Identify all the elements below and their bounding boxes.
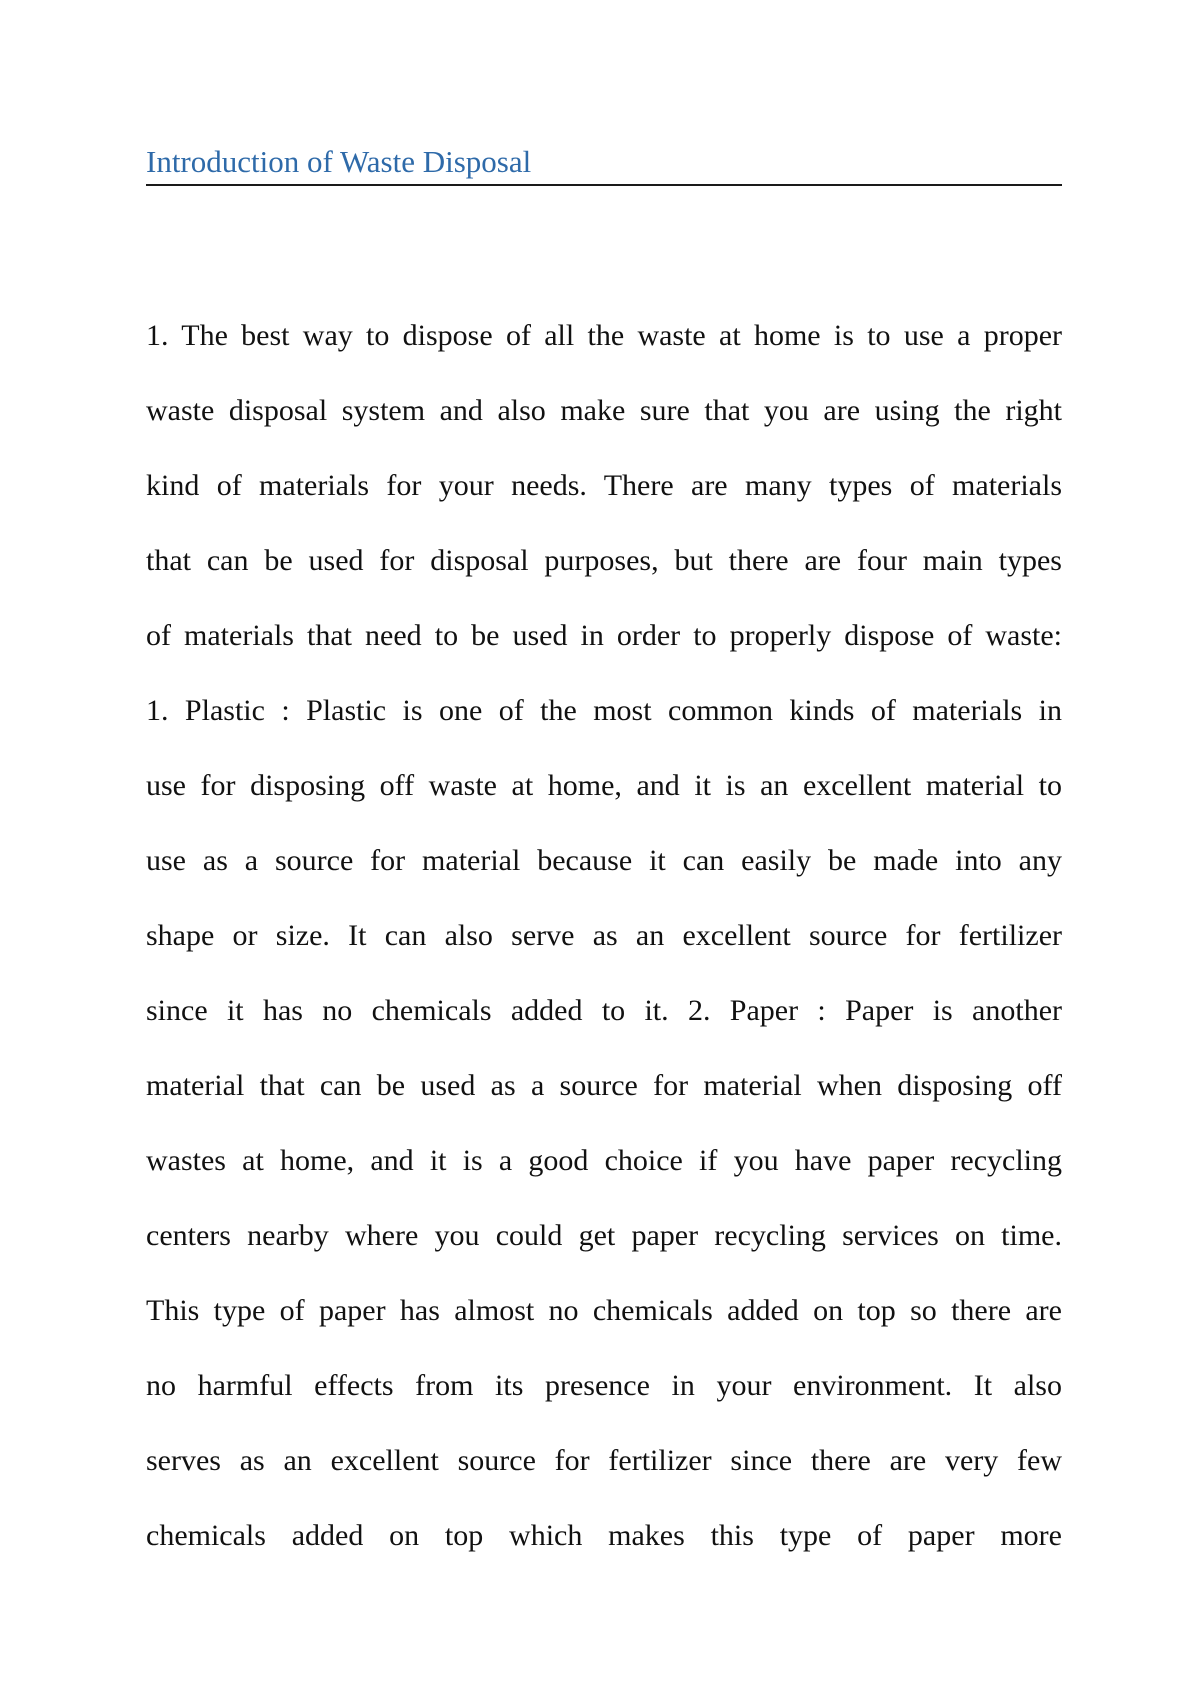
body-line: use as a source for material because it can easily be made into any (146, 844, 1062, 877)
body-line: centers nearby where you could get paper recycling services on time. (146, 1219, 1062, 1252)
title-underline (146, 184, 1062, 186)
body-line: This type of paper has almost no chemicals added on top so there are (146, 1294, 1062, 1327)
body-line: 1. The best way to dispose of all the waste at home is to use a proper (146, 319, 1062, 352)
body-line: shape or size. It can also serve as an excellent source for fertilizer (146, 919, 1062, 952)
body-line: since it has no chemicals added to it. 2. Paper : Paper is another (146, 994, 1062, 1027)
body-line: of materials that need to be used in order to properly dispose of waste: (146, 619, 1062, 652)
body-line: serves as an excellent source for fertilizer since there are very few (146, 1444, 1062, 1477)
body-line: 1. Plastic : Plastic is one of the most common kinds of materials in (146, 694, 1062, 727)
body-line: chemicals added on top which makes this type of paper more (146, 1519, 1062, 1552)
page-title: Introduction of Waste Disposal (146, 144, 532, 179)
body-line: kind of materials for your needs. There are many types of materials (146, 469, 1062, 502)
body-line: use for disposing off waste at home, and it is an excellent material to (146, 769, 1062, 802)
body-line: waste disposal system and also make sure that you are using the right (146, 394, 1062, 427)
body-line: no harmful effects from its presence in your environment. It also (146, 1369, 1062, 1402)
body-line: that can be used for disposal purposes, but there are four main types (146, 544, 1062, 577)
title-block (146, 142, 1062, 186)
body-line: material that can be used as a source for material when disposing off (146, 1069, 1062, 1102)
body-line: wastes at home, and it is a good choice if you have paper recycling (146, 1144, 1062, 1177)
body-text (146, 298, 1062, 1573)
